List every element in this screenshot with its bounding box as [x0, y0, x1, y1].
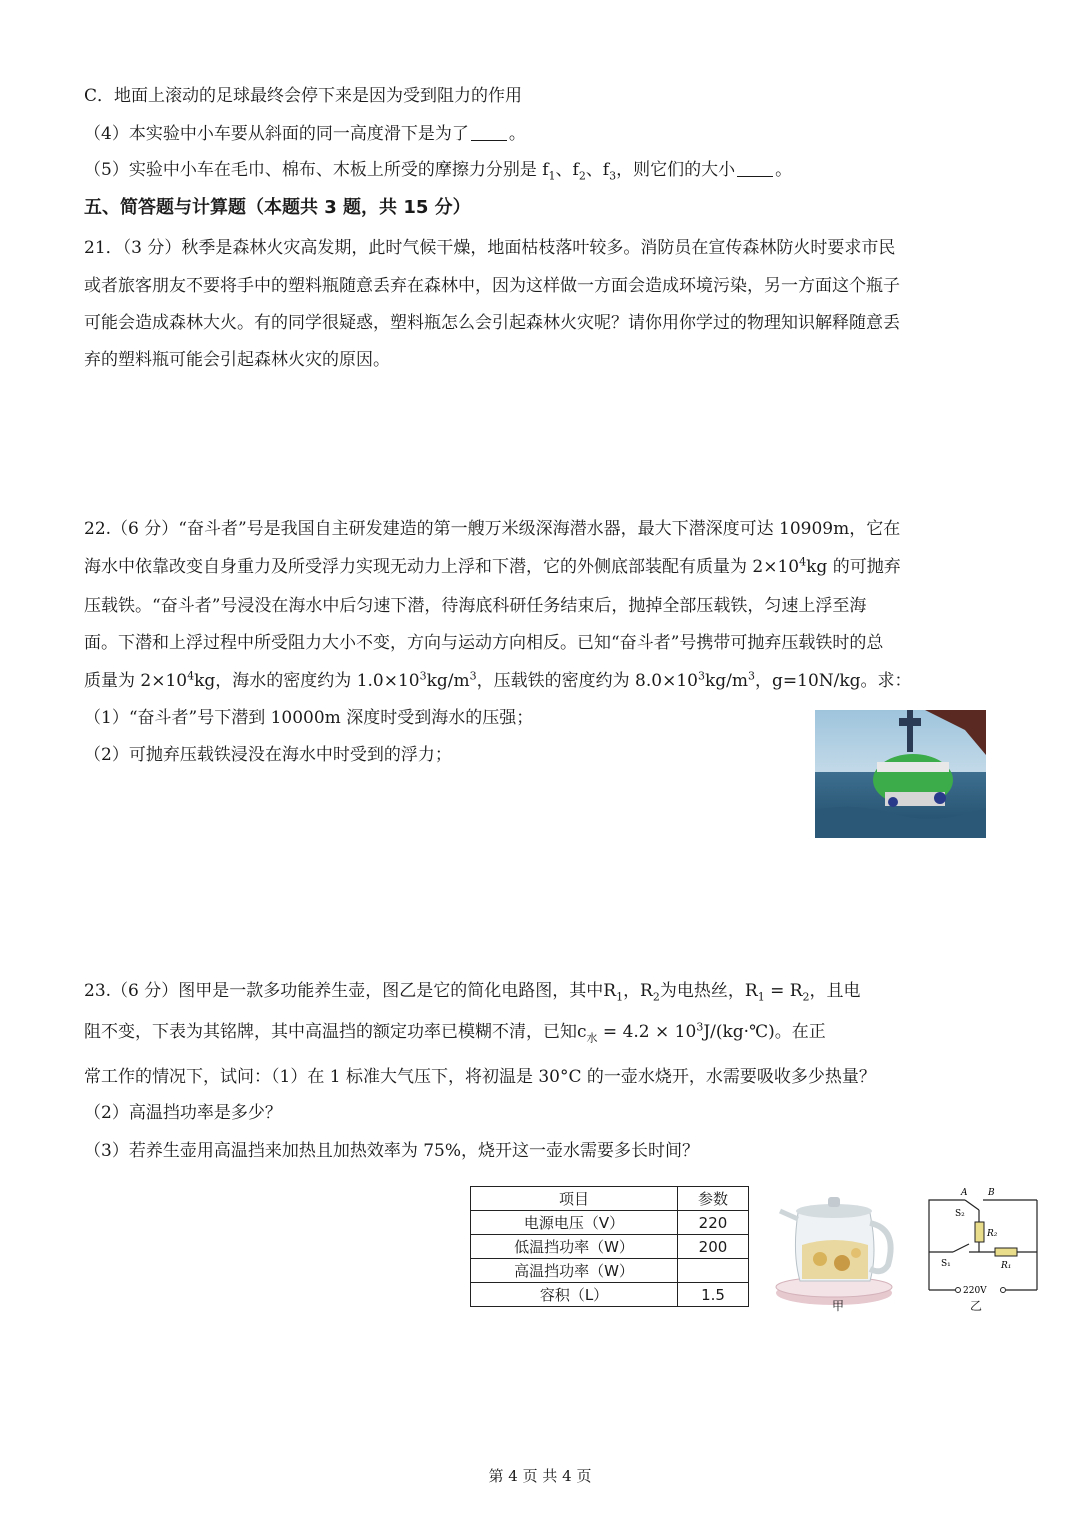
q23-text: J/(kg·℃)。在正	[703, 1022, 826, 1042]
table-header-cell: 项目	[471, 1187, 678, 1211]
q23-line-3: 常工作的情况下，试问：（1）在 1 标准大气压下，将初温是 30°C 的一壶水烧开，水需要吸收多少热量？	[84, 1067, 876, 1087]
q20-4-end: 。	[508, 124, 526, 144]
q20-5-end: 。	[775, 160, 793, 180]
q22-text: ，压载铁的密度约为 8.0×10	[476, 671, 698, 691]
figure-caption-yi: 乙	[970, 1299, 983, 1313]
superscript: 3	[419, 669, 427, 683]
q23-text: 为电热丝，R	[659, 981, 758, 1001]
q22-line-1: 22.（6 分）“奋斗者”号是我国自主研发建造的第一艘万米级深海潜水器，最大下潜深度可达 10909m，它在	[84, 519, 901, 539]
question-20-5	[84, 158, 792, 182]
q22-text: kg 的可抛弃	[806, 557, 901, 577]
answer-blank	[471, 124, 507, 141]
circuit-label-a: A	[961, 1188, 968, 1198]
q22-text: kg，海水的密度约为 1.0×10	[194, 671, 420, 691]
q22-line-2	[84, 555, 901, 579]
q22-text: 海水中依靠改变自身重力及所受浮力实现无动力上浮和下潜，它的外侧底部装配有质量为 2×10	[84, 557, 800, 577]
q20-5-text: （5）实验中小车在毛巾、棉布、木板上所受的摩擦力分别是 f	[84, 160, 549, 180]
table-row	[471, 1259, 749, 1283]
subscript: 2	[802, 990, 810, 1004]
q22-sub-2: （2）可抛弃压载铁浸没在海水中时受到的浮力；	[84, 745, 452, 765]
table-cell: 220	[678, 1211, 749, 1235]
q22-text: kg/m	[704, 671, 748, 691]
subscript: 水	[586, 1031, 598, 1045]
kettle-image	[770, 1183, 910, 1308]
table-header-row	[471, 1187, 749, 1211]
q20-5-text: 、f	[555, 160, 579, 180]
q21-line-2: 或者旅客朋友不要将手中的塑料瓶随意丢弃在森林中，因为这样做一方面会造成环境污染，另一方面这个瓶子	[84, 276, 900, 296]
q23-text: ，且电	[809, 981, 861, 1001]
q23-sub-3: （3）若养生壶用高温挡来加热且加热效率为 75%，烧开这一壶水需要多长时间？	[84, 1141, 700, 1161]
table-cell: 容积（L）	[471, 1283, 678, 1307]
q21-line-3: 可能会造成森林大火。有的同学很疑惑，塑料瓶怎么会引起森林火灾呢？请你用你学过的物理知识解释随意丢	[84, 313, 900, 333]
q23-line-1	[84, 979, 861, 1003]
superscript: 3	[697, 669, 705, 683]
q21-line-4: 弃的塑料瓶可能会引起森林火灾的原因。	[84, 350, 390, 370]
q21-line-1: 21．（3 分）秋季是森林火灾高发期，此时气候干燥，地面枯枝落叶较多。消防员在宣传森林防火时要求市民	[84, 238, 896, 258]
circuit-label-b: B	[988, 1188, 995, 1198]
question-20-4	[84, 122, 526, 146]
q23-text: = 4.2 × 10	[597, 1022, 697, 1042]
q20-4-text: （4）本实验中小车要从斜面的同一高度滑下是为了	[84, 124, 469, 144]
q22-line-5	[84, 669, 912, 693]
circuit-label-s1: S₁	[941, 1259, 951, 1269]
submarine-photo	[815, 710, 986, 838]
table-cell: 低温挡功率（W）	[471, 1235, 678, 1259]
superscript: 3	[748, 669, 755, 683]
table-row	[471, 1283, 749, 1307]
nameplate-table	[470, 1186, 749, 1307]
q22-line-4: 面。下潜和上浮过程中所受阻力大小不变，方向与运动方向相反。已知“奋斗者”号携带可抛弃压载铁时的总	[84, 633, 884, 653]
table-cell: 200	[678, 1235, 749, 1259]
table-header-cell: 参数	[678, 1187, 749, 1211]
q22-text: kg/m	[426, 671, 470, 691]
table-row	[471, 1235, 749, 1259]
answer-blank	[737, 160, 773, 177]
table-cell	[678, 1259, 749, 1283]
circuit-diagram	[925, 1186, 1043, 1296]
q23-text: 阻不变，下表为其铭牌，其中高温挡的额定功率已模糊不清，已知c	[84, 1022, 587, 1042]
q22-text: 质量为 2×10	[84, 671, 188, 691]
superscript: 4	[187, 669, 195, 683]
q22-line-3: 压载铁。“奋斗者”号浸没在海水中后匀速下潜，待海底科研任务结束后，抛掉全部压载铁，匀速上浮至海	[84, 596, 867, 616]
table-cell: 1.5	[678, 1283, 749, 1307]
table-cell: 高温挡功率（W）	[471, 1259, 678, 1283]
superscript: 3	[469, 669, 477, 683]
figure-caption-jia: 甲	[832, 1299, 845, 1313]
superscript: 4	[799, 555, 807, 569]
q20-5-text: 、f	[585, 160, 610, 180]
q20-5-text: ，则它们的大小	[616, 160, 736, 180]
q23-text: ，R	[623, 981, 653, 1001]
q23-text: 23.（6 分）图甲是一款多功能养生壶，图乙是它的简化电路图，其中R	[84, 981, 617, 1001]
subscript: 2	[652, 990, 660, 1004]
q22-sub-1: （1）“奋斗者”号下潜到 10000m 深度时受到海水的压强；	[84, 708, 534, 728]
section-heading: 五、简答题与计算题（本题共 3 题，共 15 分）	[84, 197, 471, 218]
q23-sub-2: （2）高温挡功率是多少？	[84, 1103, 282, 1123]
subscript: 1	[616, 990, 624, 1004]
subscript: 2	[578, 169, 586, 183]
subscript: 3	[609, 169, 617, 183]
table-cell: 电源电压（V）	[471, 1211, 678, 1235]
superscript: 3	[696, 1020, 704, 1034]
table-row	[471, 1211, 749, 1235]
q23-line-2	[84, 1020, 826, 1044]
circuit-label-voltage: 220V	[963, 1286, 987, 1296]
q23-text: = R	[764, 981, 803, 1001]
subscript: 1	[757, 990, 765, 1004]
circuit-label-s2: S₂	[955, 1209, 965, 1219]
q22-text: ，g=10N/kg。求：	[755, 671, 912, 691]
circuit-label-r2: R₂	[987, 1229, 998, 1239]
option-c: C．地面上滚动的足球最终会停下来是因为受到阻力的作用	[84, 86, 523, 106]
subscript: 1	[548, 169, 556, 183]
circuit-label-r1: R₁	[1001, 1261, 1012, 1271]
page-footer: 第 4 页 共 4 页	[488, 1467, 592, 1485]
